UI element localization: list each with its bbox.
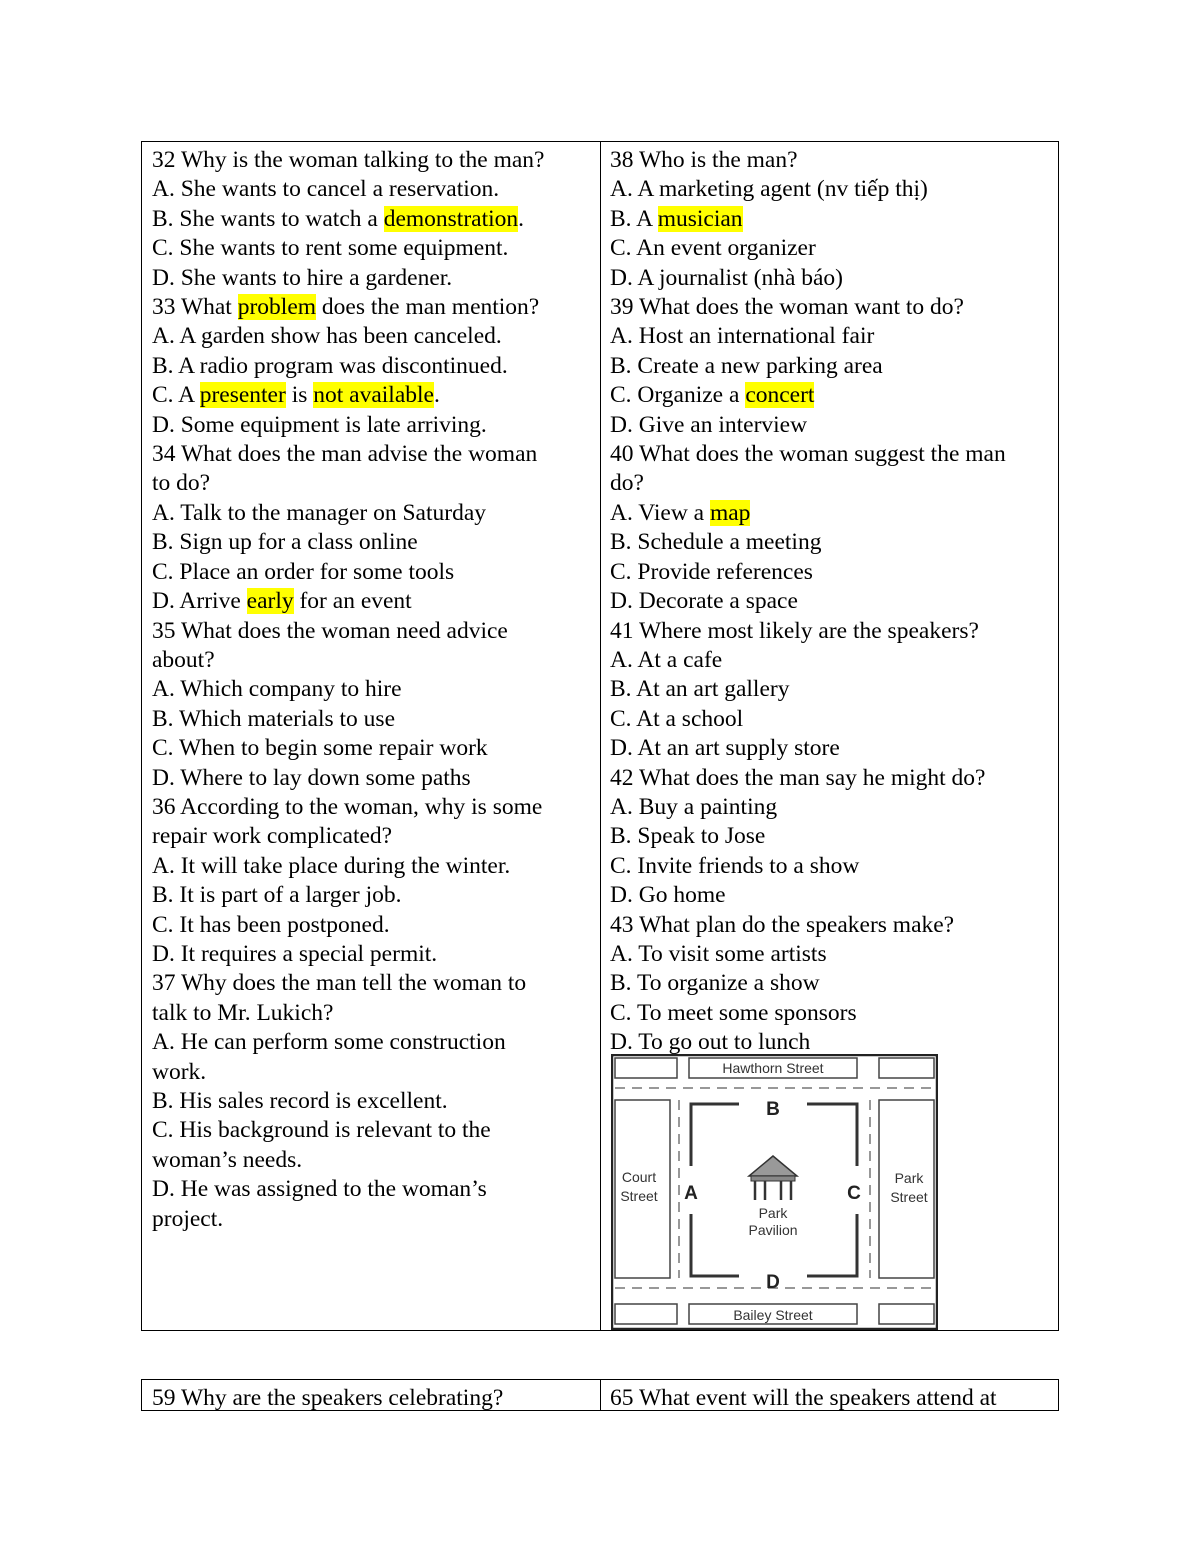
line-text: A. Host an international fair [610,323,875,350]
question-line [152,1146,600,1175]
line-text: B. To organize a show [610,970,820,997]
map-label-d: D [766,1272,780,1293]
question-line [610,617,1058,646]
line-text: A. Which company to hire [152,676,402,703]
line-text: C. When to begin some repair work [152,735,488,762]
question-line [152,1058,600,1087]
park-map-drawing [611,1054,938,1330]
question-line [152,764,600,793]
question-line [610,411,1058,440]
highlighted-word: problem [237,294,317,321]
question-line [152,822,600,851]
map-label-a: A [684,1183,698,1204]
map-center-2: Pavilion [748,1222,798,1238]
questions-table-2 [141,1379,1059,1411]
line-text: A. To visit some artists [610,940,827,967]
line-text: A. At a cafe [610,646,723,673]
line-text: B. Speak to Jose [610,823,766,850]
line-text: woman’s needs. [152,1146,303,1173]
question-line [610,381,1058,410]
map-street-right-2: Street [890,1189,928,1205]
highlighted-word: demonstration [383,205,519,232]
line-text: B. Schedule a meeting [610,529,822,556]
questions-table [141,141,1059,1331]
line-text: A. Talk to the manager on Saturday [152,499,487,526]
question-line [152,558,600,587]
line-text: talk to Mr. Lukich? [152,999,334,1026]
line-text: D. Arrive [152,588,247,615]
line-text: 41 Where most likely are the speakers? [610,617,979,644]
question-line: 65 What event will the speakers attend at [610,1385,997,1411]
map-label-c: C [847,1183,861,1204]
question-line [610,558,1058,587]
question-line [610,940,1058,969]
line-text: B. Sign up for a class online [152,529,418,556]
questions-column-left [142,142,601,1330]
line-text: D. Give an interview [610,411,808,438]
line-text: C. An event organizer [610,235,816,262]
question-line [610,264,1058,293]
question-line [610,822,1058,851]
question-line [152,969,600,998]
line-text: for an event [293,588,412,615]
line-text: B. It is part of a larger job. [152,882,402,909]
question-line [610,528,1058,557]
question-line [152,381,600,410]
question-line [610,881,1058,910]
question-line [152,1028,600,1057]
question-line [152,205,600,234]
question-line [152,440,600,469]
line-text: D. Decorate a space [610,588,798,615]
question-line [610,352,1058,381]
line-text: A. A garden show has been canceled. [152,323,502,350]
line-text: C. She wants to rent some equipment. [152,235,509,262]
question-line [152,881,600,910]
line-text: B. Which materials to use [152,705,395,732]
questions-column-left-2 [142,1380,601,1410]
line-text: about? [152,646,215,673]
question-line [152,734,600,763]
map-center-1: Park [758,1205,788,1221]
question-line [152,617,600,646]
line-text: does the man mention? [316,294,540,321]
line-text: D. Where to lay down some paths [152,764,471,791]
line-text: D. To go out to lunch [610,1029,811,1056]
line-text: D. A journalist (nhà báo) [610,264,844,291]
line-text: C. Invite friends to a show [610,852,860,879]
question-line [152,646,600,675]
line-text: . [433,382,440,409]
question-line [152,1116,600,1145]
highlighted-word: not available [313,382,434,409]
line-text: A. Buy a painting [610,793,778,820]
question-line [610,734,1058,763]
map-street-left-1: Court [621,1169,657,1185]
line-text: C. Provide references [610,558,813,585]
line-text: D. Go home [610,882,726,909]
map-street-left-2: Street [620,1188,658,1204]
line-text: 37 Why does the man tell the woman to [152,970,527,997]
question-line: 59 Why are the speakers celebrating? [152,1385,504,1411]
question-line [152,528,600,557]
line-text: A. View a [610,499,710,526]
line-text: A. It will take place during the winter. [152,852,511,879]
question-line [152,234,600,263]
map-street-top: Hawthorn Street [722,1060,824,1076]
line-text: project. [152,1205,224,1232]
park-map [611,1054,938,1330]
line-text: B. Create a new parking area [610,352,883,379]
question-line [152,352,600,381]
question-line [610,646,1058,675]
question-line [152,175,600,204]
question-line [610,911,1058,940]
highlighted-word: early [246,588,294,615]
question-line [610,499,1058,528]
line-text: B. A radio program was discontinued. [152,352,508,379]
question-line [152,852,600,881]
question-line [152,499,600,528]
line-text: 40 What does the woman suggest the man [610,441,1006,468]
question-line [610,469,1058,498]
map-label-b: B [766,1099,780,1120]
line-text: B. A [610,205,658,232]
question-line [610,440,1058,469]
question-line [610,205,1058,234]
highlighted-word: concert [745,382,815,409]
question-line [152,587,600,616]
line-text: D. Some equipment is late arriving. [152,411,487,438]
line-text: 34 What does the man advise the woman [152,441,538,468]
line-text: 35 What does the woman need advice [152,617,508,644]
highlighted-word: map [709,499,751,526]
line-text: B. His sales record is excellent. [152,1088,448,1114]
question-line [610,322,1058,351]
question-line [152,293,600,322]
line-text: A. He can perform some construction [152,1029,506,1056]
question-line [152,322,600,351]
line-text: work. [152,1058,207,1085]
line-text: 42 What does the man say he might do? [610,764,986,791]
questions-column-right-2 [601,1380,1058,1410]
question-line [152,411,600,440]
line-text: to do? [152,470,211,497]
line-text: C. To meet some sponsors [610,999,857,1026]
line-text: D. At an art supply store [610,735,840,762]
highlighted-word: musician [657,205,743,232]
question-line [152,1175,600,1204]
line-text: is [285,382,314,409]
line-text: B. At an art gallery [610,676,790,703]
line-text: repair work complicated? [152,823,393,850]
line-text: C. Organize a [610,382,746,409]
highlighted-word: presenter [199,382,286,409]
line-text: 36 According to the woman, why is some [152,793,543,820]
line-text: C. It has been postponed. [152,911,390,938]
line-text: D. She wants to hire a gardener. [152,264,453,291]
question-line [610,175,1058,204]
line-text: D. He was assigned to the woman’s [152,1176,487,1203]
question-line [152,1205,600,1234]
line-text: 43 What plan do the speakers make? [610,911,955,938]
line-text: do? [610,470,644,497]
question-line [610,587,1058,616]
line-text: A. A marketing agent (nv tiếp thị) [610,176,928,203]
question-line [152,940,600,969]
question-line [610,146,1058,175]
question-line [152,146,600,175]
line-text: 33 What [152,294,238,321]
question-line [152,793,600,822]
question-line [610,705,1058,734]
line-text: C. His background is relevant to the [152,1117,491,1144]
line-text: 32 Why is the woman talking to the man? [152,147,545,173]
line-text: A. She wants to cancel a reservation. [152,176,500,203]
line-text: C. A [152,382,200,409]
question-line [610,852,1058,881]
line-text: . [518,205,525,232]
question-line [610,999,1058,1028]
question-line [610,293,1058,322]
line-text: C. Place an order for some tools [152,558,455,585]
line-text: D. It requires a special permit. [152,940,438,967]
question-line [610,675,1058,704]
map-street-right-1: Park [894,1170,924,1186]
question-line [610,234,1058,263]
question-line [152,911,600,940]
question-line [152,705,600,734]
line-text: 38 Who is the man? [610,147,798,173]
question-line [152,675,600,704]
question-line [610,764,1058,793]
question-line [152,264,600,293]
question-line [610,969,1058,998]
question-line [152,469,600,498]
line-text: 39 What does the woman want to do? [610,294,964,321]
question-line [152,999,600,1028]
line-text: B. She wants to watch a [152,205,384,232]
map-street-bottom: Bailey Street [733,1307,813,1323]
question-line [152,1087,600,1116]
question-line [610,793,1058,822]
line-text: C. At a school [610,705,744,732]
